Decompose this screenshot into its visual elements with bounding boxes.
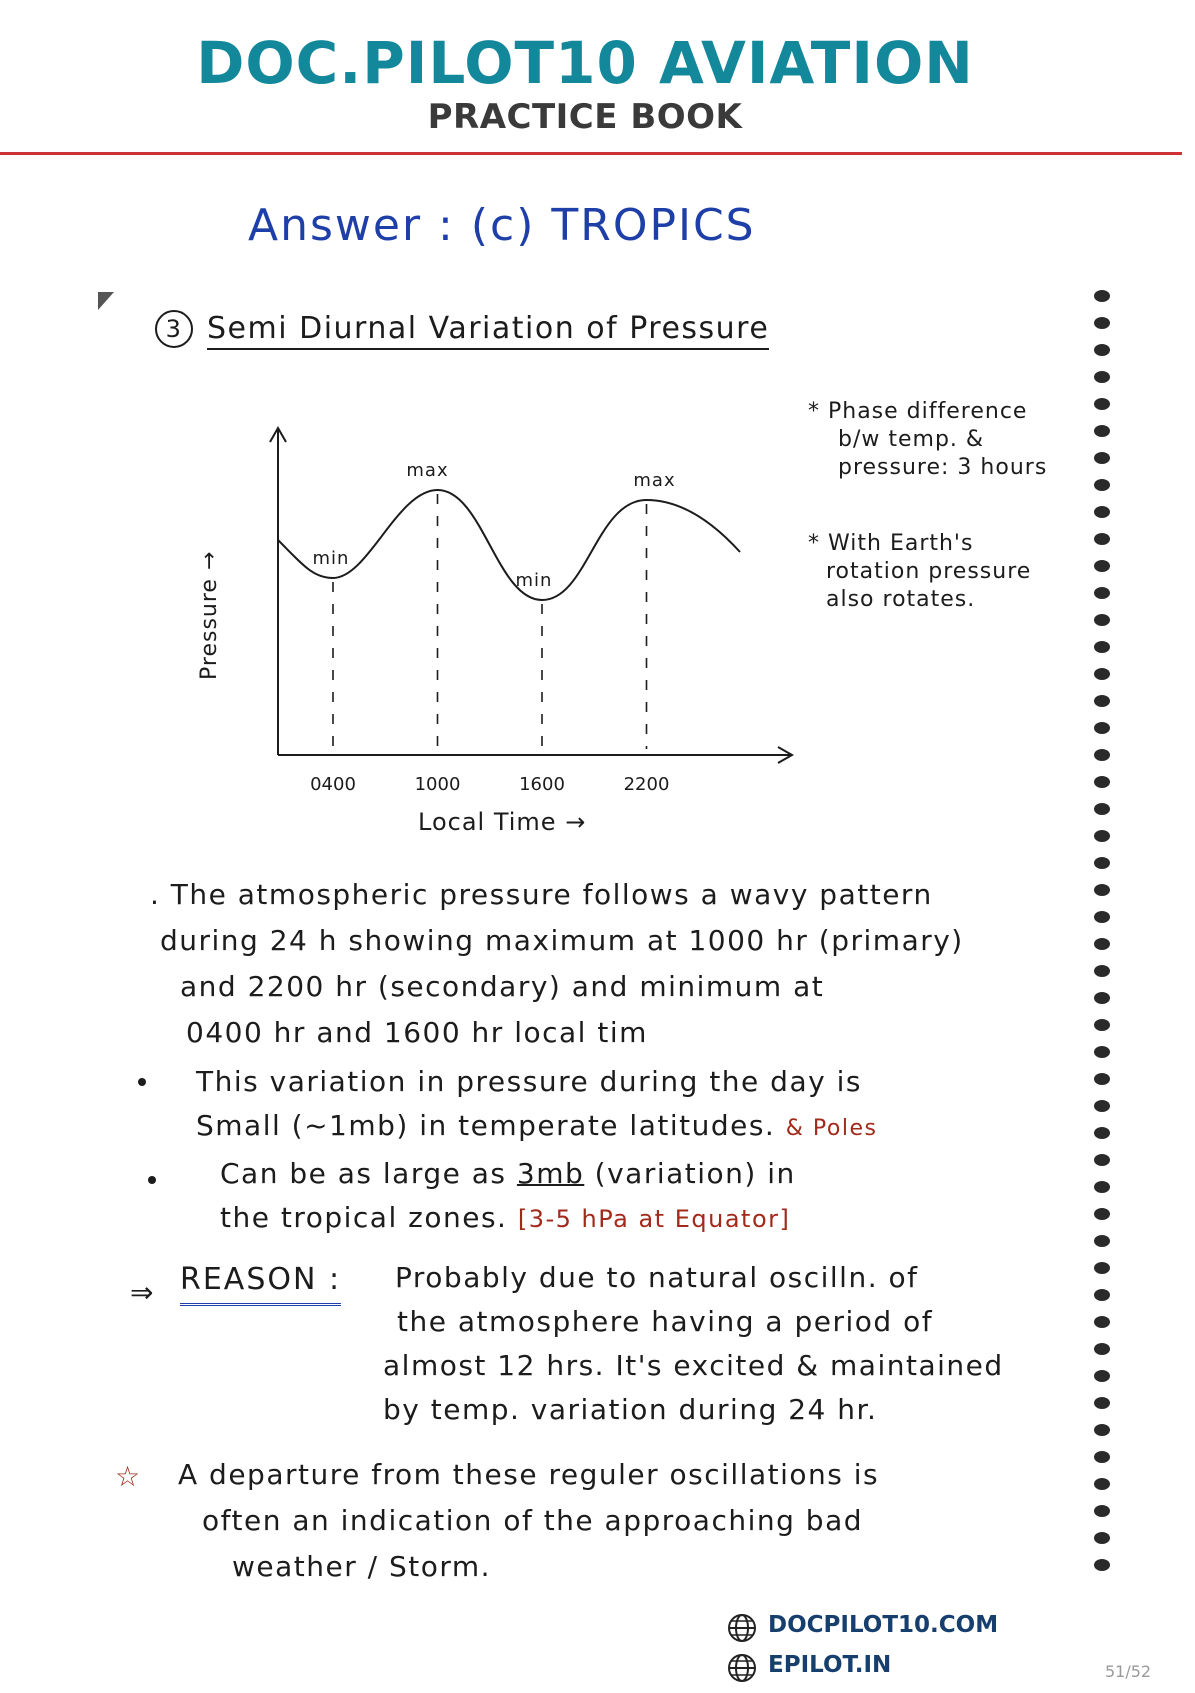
reason-line: Probably due to natural oscilln. of (395, 1261, 919, 1294)
spiral-ring (1094, 857, 1110, 869)
spiral-ring (1094, 1073, 1110, 1085)
spiral-ring (1094, 1046, 1110, 1058)
reason-line: by temp. variation during 24 hr. (383, 1393, 878, 1426)
reason-label: REASON : (180, 1262, 341, 1306)
footer-link-text[interactable]: EPILOT.IN (768, 1652, 892, 1678)
spiral-ring (1094, 290, 1110, 302)
spiral-ring (1094, 1181, 1110, 1193)
side-note-line: * With Earth's (808, 531, 974, 556)
departure-line: often an indication of the approaching bad (202, 1504, 863, 1537)
section-number: 3 (155, 310, 193, 348)
side-note-line: rotation pressure (826, 559, 1032, 584)
bullet-tropical (220, 1152, 796, 1241)
reason-text (383, 1256, 1004, 1432)
min-label: min (312, 548, 350, 569)
section-title: Semi Diurnal Variation of Pressure (207, 311, 769, 350)
side-note-rotation (808, 530, 1031, 614)
spiral-ring (1094, 1343, 1110, 1355)
spiral-ring (1094, 641, 1110, 653)
spiral-ring (1094, 479, 1110, 491)
bullet-small-variation (196, 1060, 877, 1151)
bullet-text: the tropical zones. (220, 1201, 518, 1234)
header-divider (0, 152, 1182, 155)
spiral-binding (1090, 290, 1114, 1610)
spiral-ring (1094, 1559, 1110, 1571)
globe-icon (726, 1652, 758, 1684)
bullet-text: Small (~1mb) in temperate latitudes. (196, 1109, 776, 1142)
page-corner-marker-icon (98, 292, 114, 310)
spiral-ring (1094, 695, 1110, 707)
departure-line: weather / Storm. (232, 1550, 492, 1583)
star-icon: ☆ (115, 1460, 141, 1493)
pressure-chart (180, 400, 820, 840)
departure-note (178, 1452, 879, 1590)
spiral-ring (1094, 560, 1110, 572)
equator-note: [3-5 hPa at Equator] (517, 1205, 791, 1233)
spiral-ring (1094, 1235, 1110, 1247)
side-note-line: pressure: 3 hours (838, 455, 1048, 480)
emphasis-3mb: 3mb (516, 1157, 585, 1190)
spiral-ring (1094, 398, 1110, 410)
side-note-phase (808, 398, 1047, 482)
side-note-line: * Phase difference (808, 399, 1028, 424)
max-label: max (633, 470, 676, 491)
bullet-text: Can be as large as (220, 1157, 517, 1190)
spiral-ring (1094, 749, 1110, 761)
spiral-ring (1094, 1208, 1110, 1220)
spiral-ring (1094, 587, 1110, 599)
reason-line: almost 12 hrs. It's excited & maintained (383, 1349, 1004, 1382)
spiral-ring (1094, 1127, 1110, 1139)
spiral-ring (1094, 911, 1110, 923)
footer-link-docpilot[interactable] (726, 1612, 998, 1638)
min-label: min (515, 570, 553, 591)
paragraph-line: and 2200 hr (secondary) and minimum at (180, 970, 825, 1003)
spiral-ring (1094, 965, 1110, 977)
footer-link-text[interactable]: DOCPILOT10.COM (768, 1612, 999, 1638)
spiral-ring (1094, 938, 1110, 950)
spiral-ring (1094, 1262, 1110, 1274)
paragraph-line: 0400 hr and 1600 hr local tim (186, 1016, 648, 1049)
spiral-ring (1094, 830, 1110, 842)
side-note-line: b/w temp. & (838, 427, 985, 452)
bullet-line (220, 1196, 796, 1241)
spiral-ring (1094, 722, 1110, 734)
spiral-ring (1094, 668, 1110, 680)
spiral-ring (1094, 344, 1110, 356)
spiral-ring (1094, 1100, 1110, 1112)
spiral-ring (1094, 803, 1110, 815)
bullet-line (220, 1152, 796, 1196)
spiral-ring (1094, 1505, 1110, 1517)
spiral-ring (1094, 1532, 1110, 1544)
header-banner (0, 0, 1195, 160)
spiral-ring (1094, 317, 1110, 329)
spiral-ring (1094, 1019, 1110, 1031)
spiral-ring (1094, 884, 1110, 896)
brand-title: DOC.PILOT10 AVIATION (196, 29, 974, 97)
globe-icon (726, 1612, 758, 1644)
x-tick-label: 0400 (310, 774, 356, 795)
spiral-ring (1094, 776, 1110, 788)
bullet-line: This variation in pressure during the day is (196, 1065, 862, 1098)
x-axis-label: Local Time → (418, 808, 587, 836)
paragraph-line: during 24 h showing maximum at 1000 hr (primary) (160, 924, 964, 957)
footer-link-epilot[interactable] (726, 1652, 891, 1678)
spiral-ring (1094, 452, 1110, 464)
paragraph-wavy-pattern (150, 872, 964, 1056)
spiral-ring (1094, 1478, 1110, 1490)
spiral-ring (1094, 371, 1110, 383)
departure-line: A departure from these reguler oscillations is (178, 1458, 880, 1491)
page-number: 51/52 (1105, 1662, 1152, 1681)
bullet-dot (138, 1078, 146, 1086)
brand-subtitle: PRACTICE BOOK (427, 97, 743, 137)
spiral-ring (1094, 425, 1110, 437)
spiral-ring (1094, 1451, 1110, 1463)
max-label: max (406, 460, 449, 481)
section-heading (155, 310, 769, 348)
spiral-ring (1094, 506, 1110, 518)
paragraph-line: . The atmospheric pressure follows a wavy pattern (150, 878, 933, 911)
y-axis-label: Pressure → (197, 550, 222, 680)
bullet-text: (variation) in (584, 1157, 796, 1190)
spiral-ring (1094, 1154, 1110, 1166)
x-tick-label: 2200 (623, 774, 670, 795)
side-note-line: also rotates. (826, 587, 976, 612)
pressure-curve (278, 490, 740, 600)
spiral-ring (1094, 992, 1110, 1004)
bullet-addendum: & Poles (785, 1116, 878, 1141)
arrow-icon: ⇒ (130, 1276, 154, 1309)
answer-line: Answer : (c) TROPICS (248, 200, 756, 251)
spiral-ring (1094, 1370, 1110, 1382)
x-tick-label: 1000 (414, 774, 461, 795)
spiral-ring (1094, 533, 1110, 545)
x-tick-label: 1600 (519, 774, 565, 795)
spiral-ring (1094, 1289, 1110, 1301)
spiral-ring (1094, 614, 1110, 626)
spiral-ring (1094, 1397, 1110, 1409)
spiral-ring (1094, 1424, 1110, 1436)
reason-line: the atmosphere having a period of (397, 1305, 934, 1338)
bullet-line (196, 1104, 877, 1151)
spiral-ring (1094, 1316, 1110, 1328)
bullet-dot (148, 1176, 156, 1184)
